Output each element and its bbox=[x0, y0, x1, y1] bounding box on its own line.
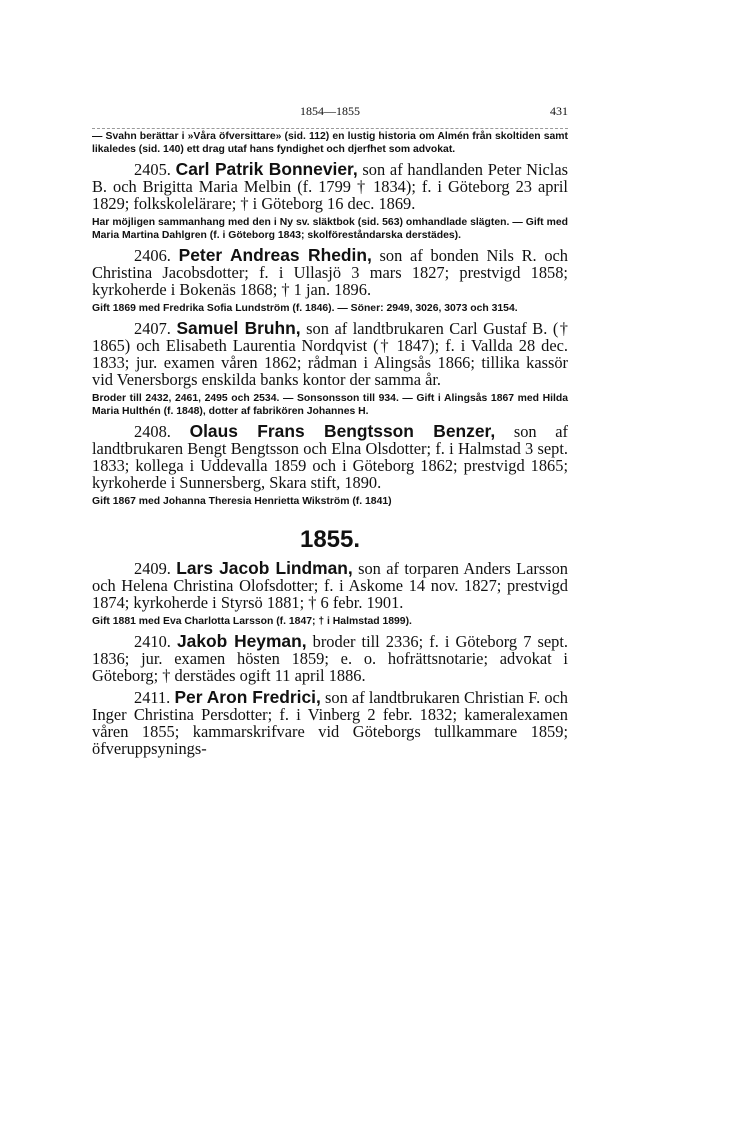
intro-note: — Svahn berättar i »Våra öfversittare» (sid. 112) en lustig historia om Almén från skoltiden samt likaledes (sid. 140) ett drag utaf hans fyndighet och djerfhet som advokat. bbox=[92, 131, 568, 155]
entry-number: 2407. bbox=[134, 319, 171, 338]
entry-text: son af bonden Nils R. och Christina Jacobsdotter; f. i Ullasjö 3 mars 1827; prestvigd 1858; kyrkoherde i Bokenäs 1868; † 1 jan. 1896. bbox=[92, 246, 568, 299]
entry-note: Har möjligen sammanhang med den i Ny sv. släktbok (sid. 563) omhandlade slägten. — Gift med Maria Martina Dahlgren (f. i Göteborg 1843; skolföreståndarska derstädes). bbox=[92, 217, 568, 241]
register-entry bbox=[92, 560, 568, 611]
entry-text: son af landtbrukaren Carl Gustaf B. († 1865) och Elisabeth Laurentia Nordqvist († 1847); f. i Vallda 28 dec. 1833; jur. examen våren 1862; rådman i Alingsås 1866; tillika kassör vid Venersborgs enskilda banks kontor der samma år. bbox=[92, 319, 568, 389]
year-heading: 1855. bbox=[299, 526, 361, 553]
entry-text: son af landtbrukaren Bengt Bengtsson och Elna Olsdotter; f. i Halmstad 3 sept. 1833; kollega i Uddevalla 1859 och i Göteborg 1862; prestvigd 1865; kyrkoherde i Sunnersberg, Skara stift, 1890. bbox=[92, 422, 568, 492]
register-entry bbox=[92, 423, 568, 491]
book-page bbox=[92, 98, 568, 757]
entry-text: broder till 2336; f. i Göteborg 7 sept. 1836; jur. examen hösten 1859; e. o. hofrättsnotarie; advokat i Göteborg; † derstädes ogift 11 april 1886. bbox=[92, 632, 568, 685]
entry-number: 2406. bbox=[134, 246, 171, 265]
entry-note: Gift 1869 med Fredrika Sofia Lundström (f. 1846). — Söner: 2949, 3026, 3073 och 3154. bbox=[92, 303, 518, 314]
entry-text: son af landtbrukaren Christian F. och Inger Christina Persdotter; f. i Vinberg 2 febr. 1832; kameralexamen våren 1855; kammarskrifvare vid Göteborgs tullkammare 1859; öfveruppsynings- bbox=[92, 688, 569, 758]
header-rule bbox=[92, 128, 568, 129]
entry-number: 2411. bbox=[134, 688, 171, 707]
page-number: 431 bbox=[550, 104, 568, 118]
entry-note: Gift 1881 med Eva Charlotta Larsson (f. 1847; † i Halmstad 1899). bbox=[92, 616, 412, 627]
entry-name: Peter Andreas Rhedin, bbox=[178, 245, 372, 265]
entry-name: Carl Patrik Bonnevier, bbox=[175, 159, 358, 179]
register-entry bbox=[92, 689, 568, 757]
entry-number: 2405. bbox=[134, 160, 171, 179]
entry-name: Samuel Bruhn, bbox=[176, 318, 301, 338]
running-header bbox=[92, 98, 568, 118]
entry-note: Broder till 2432, 2461, 2495 och 2534. — Sonsonsson till 934. — Gift i Alingsås 1867 med Hilda Maria Hulthén (f. 1848), dotter af fabrikören Johannes H. bbox=[92, 393, 568, 417]
header-years: 1854—1855 bbox=[300, 104, 360, 118]
entry-name: Per Aron Fredrici, bbox=[174, 687, 321, 707]
register-entry bbox=[92, 320, 568, 388]
entry-name: Lars Jacob Lindman, bbox=[176, 558, 353, 578]
entry-number: 2409. bbox=[134, 559, 171, 578]
entry-name: Olaus Frans Bengtsson Benzer, bbox=[189, 421, 496, 441]
entry-note: Gift 1867 med Johanna Theresia Henrietta Wikström (f. 1841) bbox=[92, 496, 392, 507]
entry-name: Jakob Heyman, bbox=[176, 631, 307, 651]
entry-number: 2408. bbox=[134, 422, 171, 441]
register-entry bbox=[92, 247, 568, 298]
entries-1854 bbox=[92, 161, 568, 508]
register-entry bbox=[92, 633, 568, 684]
entry-number: 2410. bbox=[134, 632, 171, 651]
register-entry bbox=[92, 161, 568, 212]
entry-text: son af torparen Anders Larsson och Helena Christina Olofsdotter; f. i Askome 14 nov. 1827; prestvigd 1874; kyrkoherde i Styrsö 1881; † 6 febr. 1901. bbox=[92, 559, 568, 612]
entry-text: son af handlanden Peter Niclas B. och Brigitta Maria Melbin (f. 1799 † 1834); f. i Göteborg 23 april 1829; folkskolelärare; † i Göteborg 16 dec. 1869. bbox=[92, 160, 568, 213]
entries-1855 bbox=[92, 560, 568, 757]
